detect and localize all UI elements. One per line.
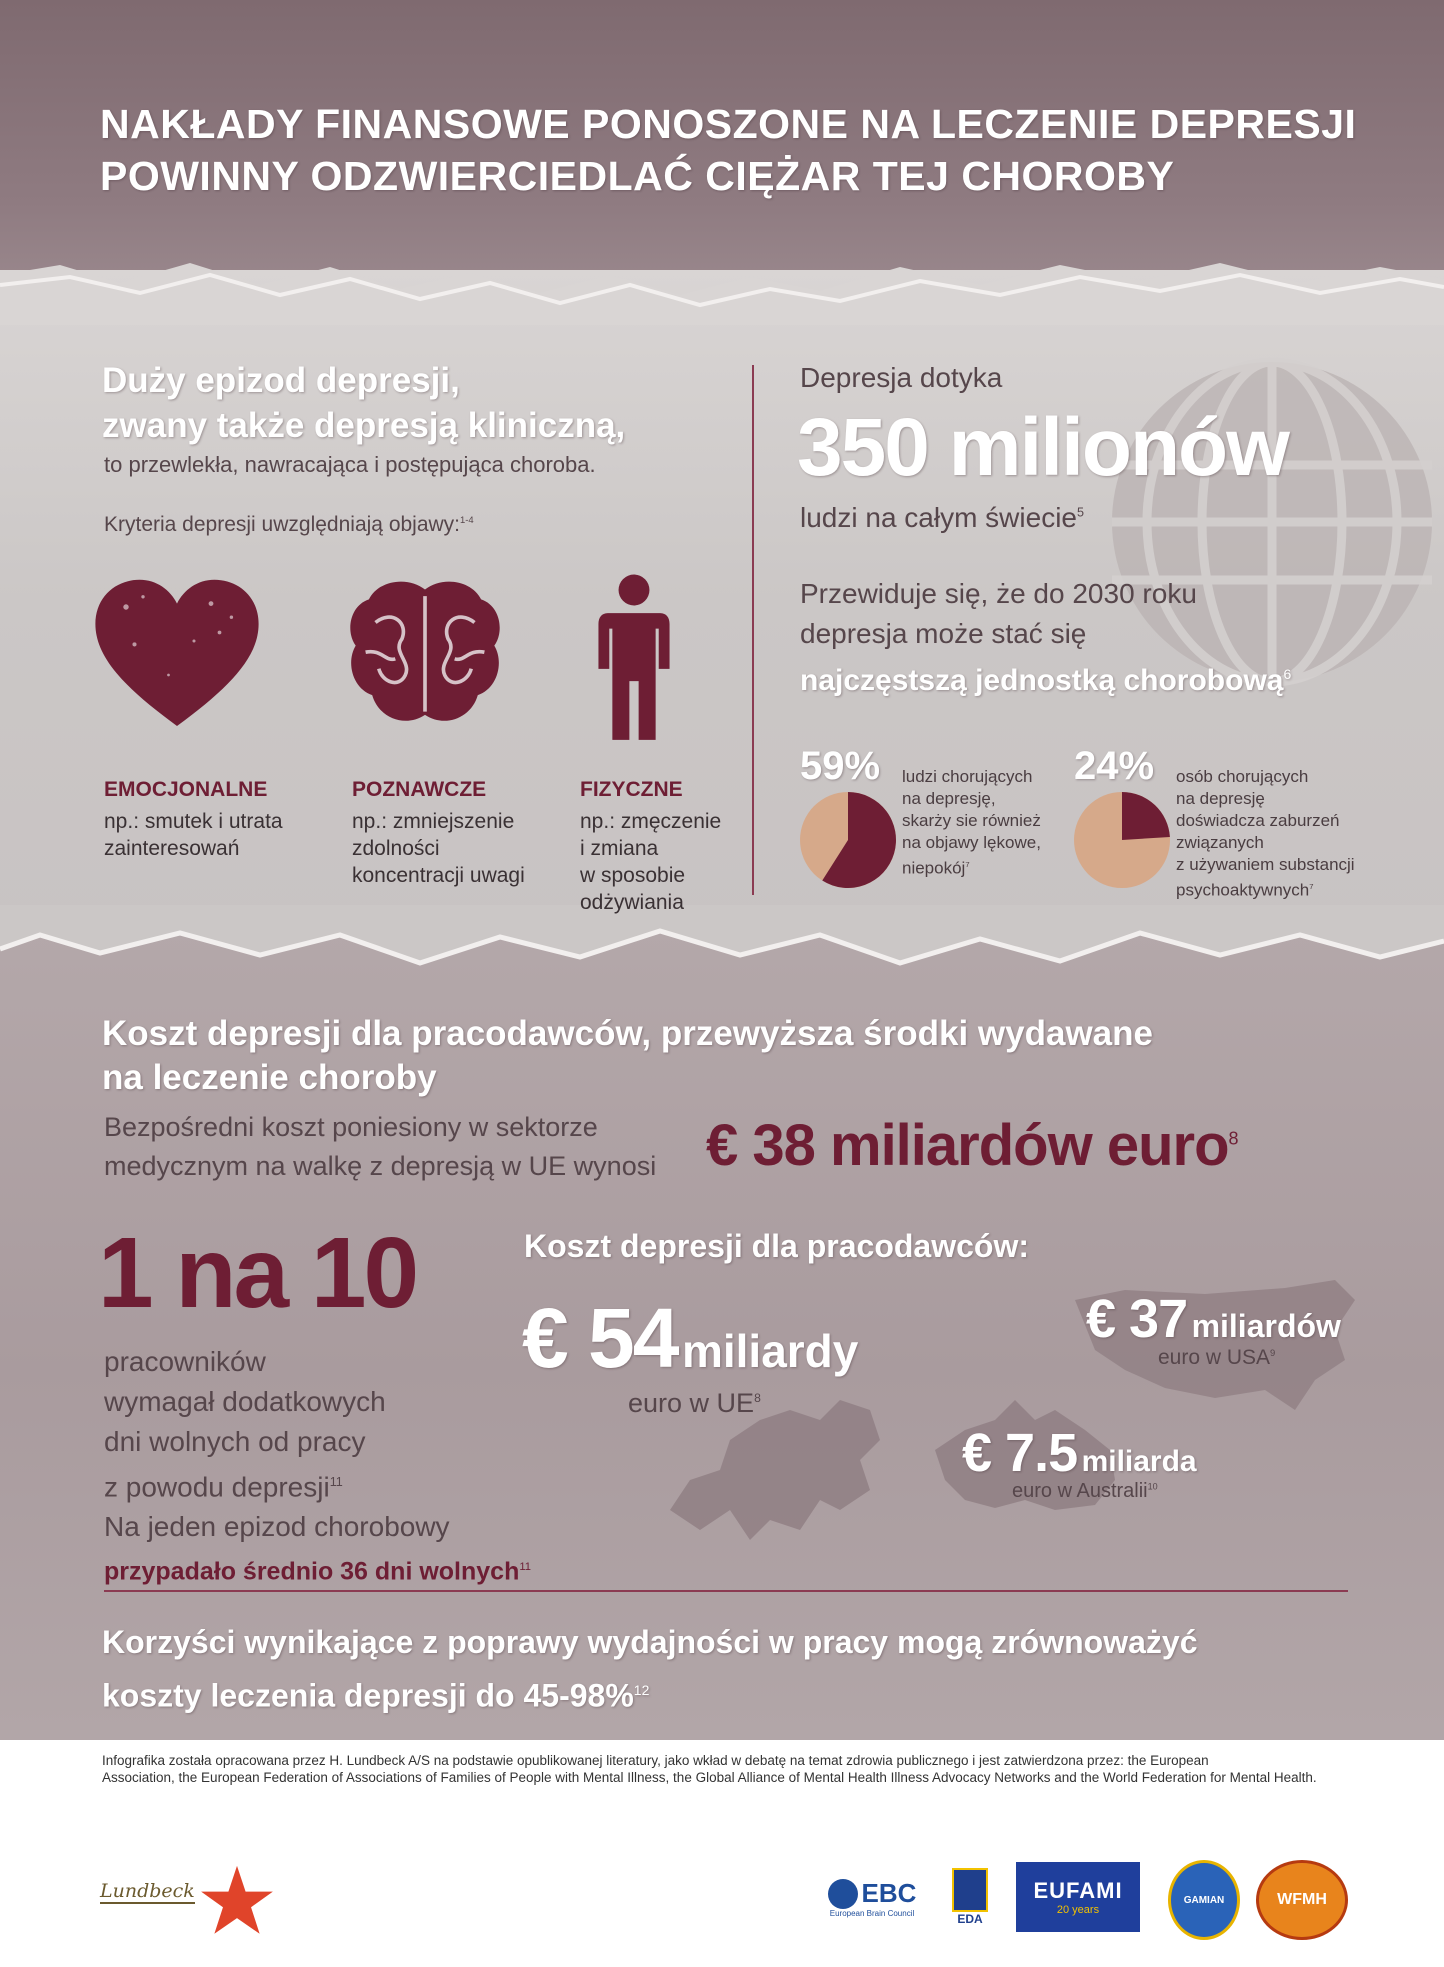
- prediction-line3: najczęstszą jednostką chorobową: [800, 664, 1284, 697]
- australia-cost-caption: [1012, 1480, 1158, 1503]
- eda-logo-text: EDA: [957, 1912, 983, 1926]
- pie-substance-line: związanych: [1176, 833, 1264, 852]
- direct-cost-line2: medycznym na walkę z depresją w UE wynosi: [104, 1151, 657, 1181]
- avg-days-off: przypadało średnio 36 dni wolnych: [104, 1557, 520, 1586]
- cost-heading-line2: na leczenie choroby: [102, 1058, 437, 1097]
- pie-substance-line: na depresję: [1176, 789, 1265, 808]
- avg-days-ref: 11: [519, 1561, 532, 1574]
- pie-anxiety-caption: [902, 766, 1062, 880]
- footer-note-line1: Infografika została opracowana przez H. Lundbeck A/S na podstawie opublikowanej literatury, jako wkład w debatę na temat zdrowia publicznego i jest zatwierdzona przez: the European: [102, 1753, 1209, 1768]
- symptom-physical-line: np.: zmęczenie: [580, 810, 722, 833]
- pie-substance-chart: [1072, 790, 1172, 890]
- pie-substance-line: psychoaktywnych: [1176, 880, 1310, 900]
- employers-cost-heading: Koszt depresji dla pracodawców:: [524, 1228, 1029, 1264]
- section-divider: [752, 365, 754, 895]
- eu-cost-unit: miliardy: [681, 1325, 859, 1377]
- symptom-physical-line: odżywiania: [580, 891, 684, 914]
- usa-cost: [1086, 1288, 1341, 1350]
- brain-icon: [340, 573, 510, 738]
- eu-cost-amount: € 54: [522, 1291, 678, 1385]
- direct-cost-amount: € 38 miliardów euro: [706, 1113, 1229, 1178]
- australia-cost-ref: 10: [1147, 1481, 1158, 1492]
- depression-heading-line1: Duży epizod depresji,: [102, 361, 460, 400]
- one-in-ten: 1 na 10: [98, 1217, 417, 1329]
- pie-substance-percent: 24%: [1074, 744, 1155, 788]
- pie-anxiety-percent: 59%: [800, 744, 881, 788]
- depression-subheading: to przewlekła, nawracająca i postępująca choroba.: [104, 452, 596, 477]
- pie-substance-slice: [1122, 792, 1170, 840]
- prediction-ref: 6: [1283, 666, 1292, 682]
- page-title-line2: POWINNY ODZWIERCIEDLAĆ CIĘŻAR TEJ CHOROBY: [100, 153, 1175, 199]
- symptom-cognitive-line: np.: zmniejszenie: [352, 810, 515, 833]
- workers-line: wymagał dodatkowych: [104, 1386, 386, 1417]
- usa-cost-label: euro w USA: [1158, 1346, 1271, 1369]
- prediction-line1: Przewiduje się, że do 2030 roku: [800, 578, 1197, 609]
- eu-cost: [522, 1290, 858, 1387]
- symptom-cognitive: [352, 778, 572, 889]
- criteria-label: Kryteria depresji uwzględniają objawy:: [104, 513, 461, 536]
- eu-cost-ref: 8: [754, 1391, 761, 1405]
- prediction-text: [800, 574, 1291, 701]
- pie-anxiety-chart: [798, 790, 898, 890]
- symptom-emotional-line: np.: smutek i utrata: [104, 810, 283, 833]
- eufami-logo-subtitle: 20 years: [1056, 1904, 1100, 1916]
- usa-cost-ref: 9: [1270, 1348, 1276, 1359]
- person-icon: [594, 573, 674, 743]
- symptom-emotional-title: EMOCJONALNE: [104, 778, 268, 801]
- benefit-ref: 12: [633, 1682, 650, 1698]
- criteria-text: [104, 513, 474, 537]
- australia-cost: [962, 1422, 1197, 1484]
- symptom-physical-line: i zmiana: [580, 837, 659, 860]
- australia-cost-unit: miliarda: [1081, 1445, 1197, 1478]
- people-label: ludzi na całym świecie: [800, 502, 1077, 533]
- people-worldwide: [800, 502, 1084, 534]
- section-rule: [104, 1590, 1348, 1592]
- pie-anxiety-ref: 7: [965, 860, 970, 869]
- ebc-brain-icon: [828, 1879, 858, 1909]
- people-ref: 5: [1077, 505, 1085, 520]
- affected-count: 350 milionów: [797, 402, 1288, 493]
- starfish-icon: [198, 1862, 276, 1940]
- symptom-cognitive-line: zdolności: [352, 837, 440, 860]
- gamian-logo: [1168, 1860, 1240, 1940]
- footer-note: [102, 1752, 1317, 1786]
- pie-substance-line: z używaniem substancji: [1176, 855, 1355, 874]
- eda-flag-icon: [952, 1868, 988, 1912]
- page-title-line1: NAKŁADY FINANSOWE PONOSZONE NA LECZENIE DEPRESJI: [100, 101, 1357, 147]
- symptom-physical-line: w sposobie: [580, 864, 686, 887]
- benefit-text: [102, 1618, 1197, 1720]
- benefit-line1: Korzyści wynikające z poprawy wydajności w pracy mogą zrównoważyć: [102, 1624, 1198, 1660]
- lundbeck-logo: Lundbeck: [100, 1880, 195, 1902]
- workers-line: z powodu depresji: [104, 1471, 330, 1503]
- pie-anxiety-line: skarży sie również: [902, 811, 1041, 830]
- footer-note-line2: Association, the European Federation of Associations of Families of People with Mental Illness, the Global Alliance of Mental Health Illness Advocacy Networks and the World Federation for Mental Health.: [102, 1770, 1317, 1785]
- ebc-logo-text: EBC: [861, 1878, 917, 1908]
- usa-cost-amount: € 37: [1086, 1289, 1188, 1349]
- pie-substance-line: osób chorujących: [1176, 767, 1309, 786]
- direct-cost-line1: Bezpośredni koszt poniesiony w sektorze: [104, 1112, 598, 1142]
- usa-cost-caption: [1158, 1346, 1275, 1370]
- depression-heading-line2: zwany także depresją kliniczną,: [102, 406, 626, 445]
- symptom-emotional: [104, 778, 324, 862]
- pie-anxiety-line: niepokój: [902, 858, 966, 878]
- workers-line: Na jeden epizod chorobowy: [104, 1511, 450, 1543]
- prediction-line2: depresja może stać się: [800, 618, 1087, 649]
- australia-cost-amount: € 7.5: [962, 1423, 1078, 1483]
- gamian-logo-text: GAMIAN: [1183, 1894, 1225, 1906]
- torn-edge-bottom: [0, 905, 1444, 985]
- pie-substance-ref: 7: [1309, 882, 1314, 891]
- ebc-logo: [822, 1868, 922, 1928]
- affects-label: Depresja dotyka: [800, 362, 1003, 393]
- ebc-logo-subtitle: European Brain Council: [829, 1909, 915, 1918]
- eufami-logo: [1016, 1862, 1140, 1932]
- eufami-logo-text: EUFAMI: [1033, 1878, 1123, 1903]
- pie-substance-line: doświadcza zaburzeń: [1176, 811, 1340, 830]
- torn-edge-top: [0, 255, 1444, 325]
- direct-cost-ref: 8: [1228, 1128, 1238, 1149]
- direct-cost-amount-wrap: [706, 1112, 1238, 1179]
- symptom-physical-title: FIZYCZNE: [580, 778, 683, 801]
- pie-anxiety-line: ludzi chorujących: [902, 767, 1033, 786]
- symptom-emotional-line: zainteresowań: [104, 837, 240, 860]
- cost-heading: [102, 1012, 1153, 1100]
- eu-cost-caption: [628, 1388, 761, 1419]
- wfmh-logo: [1256, 1860, 1348, 1940]
- pie-substance-caption: [1176, 766, 1406, 902]
- workers-ref: 11: [329, 1475, 343, 1489]
- australia-cost-label: euro w Australii: [1012, 1480, 1148, 1502]
- heart-icon: [92, 573, 262, 743]
- cost-heading-line1: Koszt depresji dla pracodawców, przewyższa środki wydawane: [102, 1014, 1153, 1053]
- eu-cost-label: euro w UE: [628, 1388, 755, 1418]
- eda-logo: [950, 1862, 990, 1932]
- usa-cost-unit: miliardów: [1191, 1308, 1341, 1344]
- workers-line: pracowników: [104, 1346, 266, 1377]
- workers-line: dni wolnych od pracy: [104, 1426, 366, 1457]
- symptom-cognitive-title: POZNAWCZE: [352, 778, 487, 801]
- symptom-physical: [580, 778, 750, 916]
- criteria-ref: 1-4: [460, 515, 474, 526]
- pie-anxiety-line: na objawy lękowe,: [902, 833, 1041, 852]
- symptom-cognitive-line: koncentracji uwagi: [352, 864, 525, 887]
- workers-text: [104, 1342, 531, 1592]
- pie-anxiety-line: na depresję,: [902, 789, 996, 808]
- benefit-line2: koszty leczenia depresji do 45-98%: [102, 1677, 634, 1714]
- wfmh-logo-text: WFMH: [1277, 1891, 1327, 1908]
- direct-cost-text: [104, 1108, 656, 1186]
